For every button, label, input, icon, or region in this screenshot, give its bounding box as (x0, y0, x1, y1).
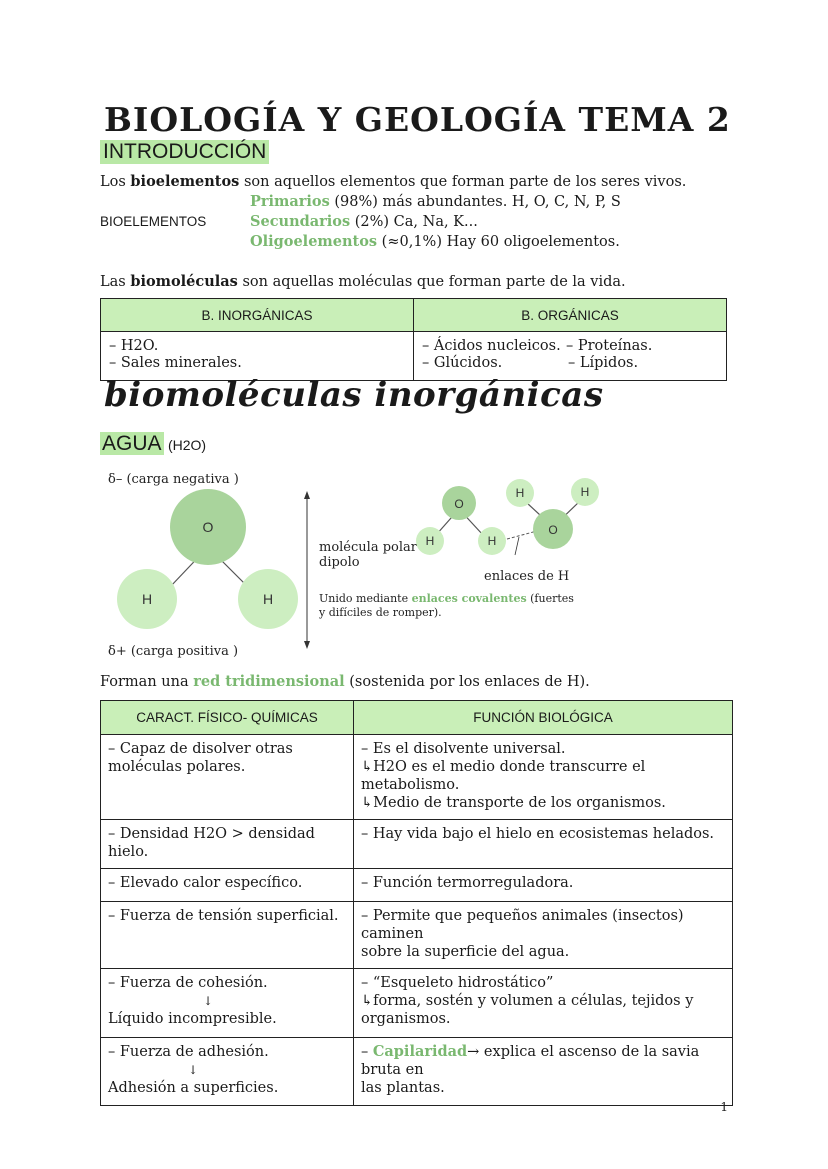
biomolecules-table (100, 298, 727, 381)
intro-heading: INTRODUCCIÓN (100, 140, 269, 164)
svg-text:H: H (515, 486, 525, 500)
water-molecule-diagram (100, 465, 620, 665)
svg-text:H: H (425, 534, 435, 548)
header-organic: B. ORGÁNICAS (414, 299, 727, 332)
agua-heading: AGUA (H2O) (102, 432, 207, 455)
bioelement-row-primarios: Primarios (98%) más abundantes. H, O, C, N, P, S (250, 193, 621, 210)
header-physchem: CARACT. FÍSICO- QUÍMICAS (101, 701, 354, 735)
cell-organic: – Ácidos nucleicos. – Glúcidos. – Proteínas. – Lípidos. (414, 332, 727, 381)
table-row: – Fuerza de adhesión. ↓ Adhesión a superficies. – Capilaridad→ explica el ascenso de la savia bruta en las plantas. (101, 1038, 733, 1106)
bioelement-row-secundarios: Secundarios (2%) Ca, Na, K... (250, 213, 478, 230)
header-inorganic: B. INORGÁNICAS (101, 299, 414, 332)
water-properties-table (100, 700, 733, 1106)
svg-text:H: H (580, 485, 590, 499)
table-row: – Capaz de disolver otras moléculas polares. – Es el disolvente universal. ↳H2O es el medio donde transcurre el metabolismo. ↳Medio de transporte de los organismos. (101, 735, 733, 820)
svg-text:O: O (454, 497, 464, 511)
svg-text:H: H (141, 591, 153, 607)
table-row: – Fuerza de cohesión. ↓ Líquido incompresible. – “Esqueleto hidrostático” ↳forma, sostén y volumen a células, tejidos y organismos. (101, 969, 733, 1038)
table-row: – Fuerza de tensión superficial. – Permite que pequeños animales (insectos) caminen sobre la superficie del agua. (101, 902, 733, 969)
cell-inorganic: – H2O. – Sales minerales. (101, 332, 414, 381)
bioelements-label: BIOELEMENTOS (100, 214, 207, 229)
header-function: FUNCIÓN BIOLÓGICA (354, 701, 733, 735)
svg-text:H: H (262, 591, 274, 607)
page-number: 1 (720, 1100, 728, 1114)
network-sentence: Forman una red tridimensional (sostenida por los enlaces de H). (100, 673, 590, 690)
section-heading-inorganic-biomolecules: biomoléculas inorgánicas (104, 375, 604, 415)
table-row: – Elevado calor específico. – Función termorreguladora. (101, 869, 733, 902)
bioelements-sentence: Los bioelementos son aquellos elementos que forman parte de los seres vivos. (100, 173, 687, 190)
biomolecules-sentence: Las biomoléculas son aquellas moléculas que forman parte de la vida. (100, 273, 626, 290)
svg-text:O: O (548, 523, 558, 537)
svg-text:H: H (487, 534, 497, 548)
covalent-note-line2: y difíciles de romper). (319, 606, 442, 619)
page-title: BIOLOGÍA Y GEOLOGÍA TEMA 2 (104, 100, 731, 139)
positive-charge-label: δ+ (carga positiva ) (108, 644, 239, 659)
covalent-note-line1: Unido mediante enlaces covalentes (fuertes (319, 592, 574, 605)
dipolo-label: dipolo (319, 555, 360, 570)
polar-label: molécula polar (319, 540, 417, 555)
table-row: – Densidad H2O > densidad hielo. – Hay vida bajo el hielo en ecosistemas helados. (101, 820, 733, 869)
bioelement-row-oligoelementos: Oligoelementos (≈0,1%) Hay 60 oligoelementos. (250, 233, 620, 250)
hydrogen-bonds-label: enlaces de H (484, 569, 570, 584)
svg-text:O: O (202, 519, 214, 535)
negative-charge-label: δ– (carga negativa ) (108, 472, 239, 487)
